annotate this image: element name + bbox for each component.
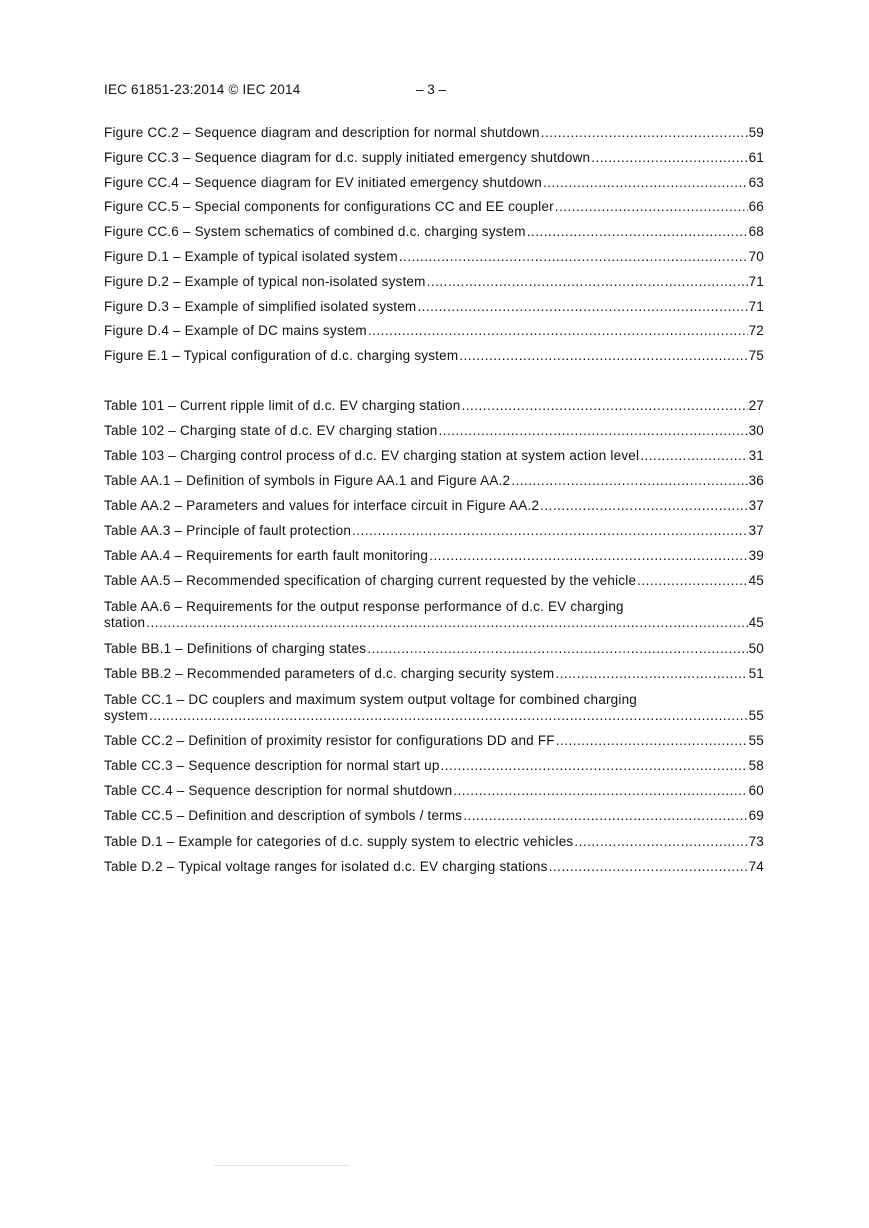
toc-entry-figure-cc6[interactable]: Figure CC.6 – System schematics of combined d.c. charging system ..... 68 xyxy=(104,224,764,240)
toc-entry-table-aa3[interactable]: Table AA.3 – Principle of fault protection ..... 37 xyxy=(104,523,764,539)
toc-entry-table-cc2[interactable]: Table CC.2 – Definition of proximity resistor for configurations DD and FF ..... 55 xyxy=(104,733,764,749)
toc-entry-table-aa2[interactable]: Table AA.2 – Parameters and values for interface circuit in Figure AA.2 ..... 37 xyxy=(104,498,764,514)
toc-entry-table-102[interactable]: Table 102 – Charging state of d.c. EV charging station ..... 30 xyxy=(104,423,764,439)
list-of-figures xyxy=(104,125,764,364)
toc-entry-figure-cc3[interactable]: Figure CC.3 – Sequence diagram for d.c. supply initiated emergency shutdown ..... 61 xyxy=(104,150,764,166)
toc-entry-table-aa5[interactable]: Table AA.5 – Recommended specification of charging current requested by the vehicle ..... 45 xyxy=(104,573,764,589)
toc-entry-table-cc5[interactable]: Table CC.5 – Definition and description of symbols / terms ..... 69 xyxy=(104,808,764,824)
toc-entry-figure-d4[interactable]: Figure D.4 – Example of DC mains system ..... 72 xyxy=(104,323,764,339)
toc-entry-figure-d3[interactable]: Figure D.3 – Example of simplified isolated system ..... 71 xyxy=(104,299,764,315)
toc-entry-table-aa6[interactable]: Table AA.6 – Requirements for the output response performance of d.c. EV charging station ..... 45 xyxy=(104,599,764,631)
toc-entry-table-bb1[interactable]: Table BB.1 – Definitions of charging states ..... 50 xyxy=(104,641,764,657)
toc-entry-table-101[interactable]: Table 101 – Current ripple limit of d.c. EV charging station ..... 27 xyxy=(104,398,764,414)
toc-entry-title-line: Table CC.1 – DC couplers and maximum system output voltage for combined charging xyxy=(104,692,637,707)
toc-entry-table-d2[interactable]: Table D.2 – Typical voltage ranges for isolated d.c. EV charging stations ..... 74 xyxy=(104,859,764,875)
page-number: – 3 – xyxy=(416,82,447,97)
toc-entry-figure-d2[interactable]: Figure D.2 – Example of typical non-isolated system ..... 71 xyxy=(104,274,764,290)
toc-entry-table-cc3[interactable]: Table CC.3 – Sequence description for normal start up ..... 58 xyxy=(104,758,764,774)
toc-entry-table-cc1[interactable]: Table CC.1 – DC couplers and maximum system output voltage for combined charging system ..... 55 xyxy=(104,692,764,724)
toc-entry-table-aa1[interactable]: Table AA.1 – Definition of symbols in Figure AA.1 and Figure AA.2 ..... 36 xyxy=(104,473,764,489)
toc-entry-figure-e1[interactable]: Figure E.1 – Typical configuration of d.c. charging system ..... 75 xyxy=(104,348,764,364)
toc-entry-title-line: Table AA.6 – Requirements for the output response performance of d.c. EV charging xyxy=(104,599,624,614)
footer-watermark xyxy=(215,1165,349,1168)
toc-entry-figure-cc5[interactable]: Figure CC.5 – Special components for configurations CC and EE coupler ..... 66 xyxy=(104,199,764,215)
toc-entry-table-aa4[interactable]: Table AA.4 – Requirements for earth fault monitoring ..... 39 xyxy=(104,548,764,564)
toc-entry-table-bb2[interactable]: Table BB.2 – Recommended parameters of d.c. charging security system ..... 51 xyxy=(104,666,764,682)
toc-entry-figure-cc4[interactable]: Figure CC.4 – Sequence diagram for EV initiated emergency shutdown ..... 63 xyxy=(104,175,764,191)
toc-entry-table-cc4[interactable]: Table CC.4 – Sequence description for normal shutdown ..... 60 xyxy=(104,783,764,799)
list-of-tables xyxy=(104,398,764,875)
toc-entry-figure-cc2[interactable]: Figure CC.2 – Sequence diagram and description for normal shutdown ..... 59 xyxy=(104,125,764,141)
toc-entry-table-103[interactable]: Table 103 – Charging control process of d.c. EV charging station at system action level ..... 31 xyxy=(104,448,764,464)
document-identifier: IEC 61851-23:2014 © IEC 2014 xyxy=(104,82,301,97)
toc-entry-table-d1[interactable]: Table D.1 – Example for categories of d.c. supply system to electric vehicles ..... 73 xyxy=(104,834,764,850)
toc-entry-figure-d1[interactable]: Figure D.1 – Example of typical isolated system ..... 70 xyxy=(104,249,764,265)
